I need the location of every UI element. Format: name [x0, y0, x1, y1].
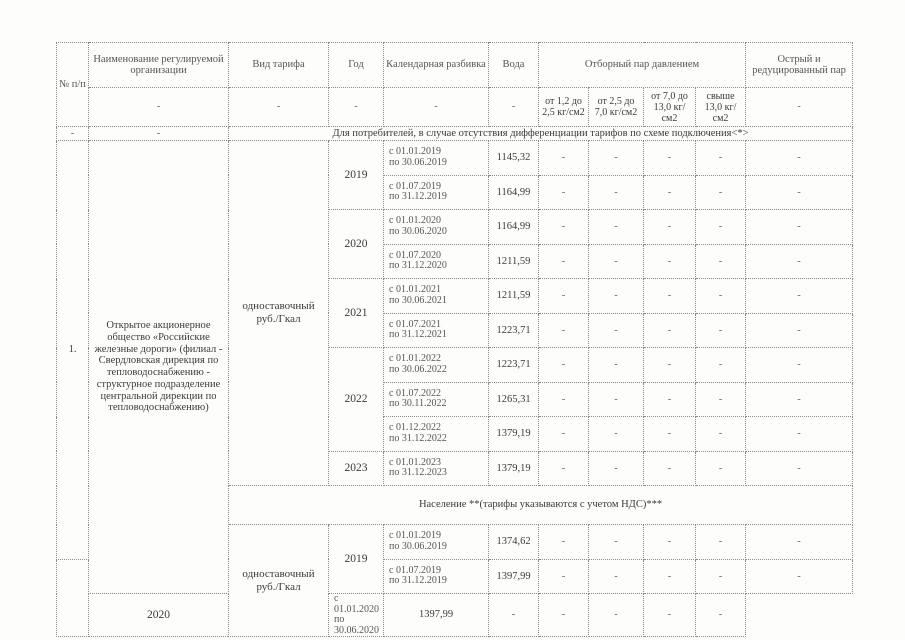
dash-cell: -	[589, 175, 644, 210]
water-value: 1211,59	[489, 279, 539, 314]
dash-cell: -	[589, 313, 644, 348]
water-value: 1223,71	[489, 313, 539, 348]
header-water: Вода	[489, 43, 539, 88]
period-cell: с 01.07.2020 по 31.12.2020	[384, 244, 489, 279]
organization-name: Открытое акционерное общество «Российские железные дороги» (филиал - Свердловская дирекция по тепловодоснабжению - структурное подразделение центральной дирекции по тепловодоснабжению)	[89, 141, 229, 594]
period-cell: с 01.07.2022 по 30.11.2022	[384, 382, 489, 417]
dash-cell: -	[746, 210, 853, 245]
water-value: 1379,19	[489, 417, 539, 452]
dash-cell: -	[539, 559, 589, 594]
dash-cell: -	[539, 313, 589, 348]
dash-cell: -	[539, 451, 589, 486]
header-sharp-steam: Острый и редуцированный пар	[746, 43, 853, 88]
dash-cell: -	[696, 279, 746, 314]
dash-cell: -	[539, 175, 589, 210]
subheader-dash: -	[746, 88, 853, 127]
dash-cell: -	[644, 417, 696, 452]
dash-cell: -	[489, 594, 539, 637]
dash-cell: -	[746, 313, 853, 348]
dash-cell: -	[644, 279, 696, 314]
header-num: № п/п	[57, 43, 89, 127]
header-org-name: Наименование регулируемой организации	[89, 43, 229, 88]
period-cell: с 01.01.2019 по 30.06.2019	[384, 525, 489, 560]
year-cell: 2021	[329, 279, 384, 348]
dash-cell: -	[746, 348, 853, 383]
dash-cell: -	[644, 559, 696, 594]
period-cell: с 01.07.2021 по 31.12.2021	[384, 313, 489, 348]
dash-cell: -	[746, 559, 853, 594]
water-value: 1223,71	[489, 348, 539, 383]
tariff-type: одноставочный руб./Гкал	[229, 525, 329, 637]
dash-cell: -	[696, 175, 746, 210]
section-row	[57, 127, 853, 141]
dash-cell: -	[696, 313, 746, 348]
pressure-1: от 1,2 до 2,5 кг/см2	[539, 88, 589, 127]
dash-cell: -	[539, 525, 589, 560]
dash-cell: -	[644, 244, 696, 279]
dash-cell: -	[589, 279, 644, 314]
year-cell: 2023	[329, 451, 384, 486]
tariff-document	[56, 42, 852, 637]
dash-cell: -	[589, 210, 644, 245]
year-cell: 2019	[329, 525, 384, 594]
dash-cell: -	[644, 525, 696, 560]
dash-cell: -	[589, 348, 644, 383]
year-cell: 2020	[89, 594, 229, 637]
period-cell: с 01.01.2022 по 30.06.2022	[384, 348, 489, 383]
dash-cell: -	[696, 348, 746, 383]
dash-cell: -	[696, 451, 746, 486]
water-value: 1164,99	[489, 210, 539, 245]
dash-cell: -	[746, 244, 853, 279]
water-value: 1397,99	[489, 559, 539, 594]
subheader-dash: -	[89, 88, 229, 127]
water-value: 1374,62	[489, 525, 539, 560]
dash-cell: -	[696, 594, 746, 637]
dash-cell: -	[644, 594, 696, 637]
subheader-dash: -	[489, 88, 539, 127]
dash-cell: -	[589, 594, 644, 637]
dash-cell: -	[589, 382, 644, 417]
dash-cell: -	[746, 279, 853, 314]
water-value: 1145,32	[489, 141, 539, 176]
header-row	[57, 43, 853, 88]
header-year: Год	[329, 43, 384, 88]
section-num: -	[57, 127, 89, 141]
dash-cell: -	[746, 382, 853, 417]
dash-cell: -	[539, 348, 589, 383]
dash-cell: -	[696, 559, 746, 594]
dash-cell: -	[644, 175, 696, 210]
water-value: 1397,99	[384, 594, 489, 637]
period-cell: с 01.07.2019 по 31.12.2019	[384, 559, 489, 594]
dash-cell: -	[696, 525, 746, 560]
empty-num-cell	[57, 559, 89, 637]
dash-cell: -	[589, 559, 644, 594]
subheader-dash: -	[384, 88, 489, 127]
tariff-type: одноставочный руб./Гкал	[229, 141, 329, 486]
dash-cell: -	[746, 417, 853, 452]
water-value: 1379,19	[489, 451, 539, 486]
price-row	[57, 594, 853, 637]
dash-cell: -	[696, 141, 746, 176]
dash-cell: -	[589, 417, 644, 452]
period-cell: с 01.01.2020 по 30.06.2020	[329, 594, 384, 637]
entry-num: 1.	[57, 141, 89, 560]
dash-cell: -	[539, 417, 589, 452]
water-value: 1211,59	[489, 244, 539, 279]
dash-cell: -	[589, 451, 644, 486]
dash-cell: -	[589, 141, 644, 176]
dash-cell: -	[539, 594, 589, 637]
year-cell: 2020	[329, 210, 384, 279]
period-cell: с 01.01.2019 по 30.06.2019	[384, 141, 489, 176]
period-cell: с 01.01.2023 по 31.12.2023	[384, 451, 489, 486]
period-cell: с 01.07.2019 по 31.12.2019	[384, 175, 489, 210]
header-calendar: Календарная разбивка	[384, 43, 489, 88]
header-tariff-type: Вид тарифа	[229, 43, 329, 88]
dash-cell: -	[644, 210, 696, 245]
dash-cell: -	[696, 210, 746, 245]
dash-cell: -	[746, 175, 853, 210]
dash-cell: -	[696, 244, 746, 279]
period-cell: с 01.12.2022 по 31.12.2022	[384, 417, 489, 452]
pressure-3: от 7,0 до 13,0 кг/см2	[644, 88, 696, 127]
price-row	[57, 141, 853, 176]
tariff-table	[56, 42, 853, 637]
dash-cell: -	[644, 313, 696, 348]
pressure-4: свыше 13,0 кг/см2	[696, 88, 746, 127]
section-title: Для потребителей, в случае отсутствия дифференциации тарифов по схеме подключения<*>	[229, 127, 853, 141]
dash-cell: -	[539, 141, 589, 176]
subheader-dash: -	[329, 88, 384, 127]
section-title: Население **(тарифы указываются с учетом НДС)***	[229, 486, 853, 525]
dash-cell: -	[644, 382, 696, 417]
section-name: -	[89, 127, 229, 141]
year-cell: 2019	[329, 141, 384, 210]
year-cell: 2022	[329, 348, 384, 452]
dash-cell: -	[539, 210, 589, 245]
dash-cell: -	[696, 382, 746, 417]
dash-cell: -	[539, 382, 589, 417]
header-steam-pressure: Отборный пар давлением	[539, 43, 746, 88]
pressure-2: от 2,5 до 7,0 кг/см2	[589, 88, 644, 127]
dash-cell: -	[539, 244, 589, 279]
subheader-row	[57, 88, 853, 127]
dash-cell: -	[746, 525, 853, 560]
dash-cell: -	[696, 417, 746, 452]
water-value: 1164,99	[489, 175, 539, 210]
dash-cell: -	[539, 279, 589, 314]
subheader-dash: -	[229, 88, 329, 127]
period-cell: с 01.01.2020 по 30.06.2020	[384, 210, 489, 245]
dash-cell: -	[644, 451, 696, 486]
period-cell: с 01.01.2021 по 30.06.2021	[384, 279, 489, 314]
dash-cell: -	[746, 141, 853, 176]
dash-cell: -	[644, 141, 696, 176]
water-value: 1265,31	[489, 382, 539, 417]
dash-cell: -	[644, 348, 696, 383]
dash-cell: -	[746, 451, 853, 486]
dash-cell: -	[589, 244, 644, 279]
dash-cell: -	[589, 525, 644, 560]
